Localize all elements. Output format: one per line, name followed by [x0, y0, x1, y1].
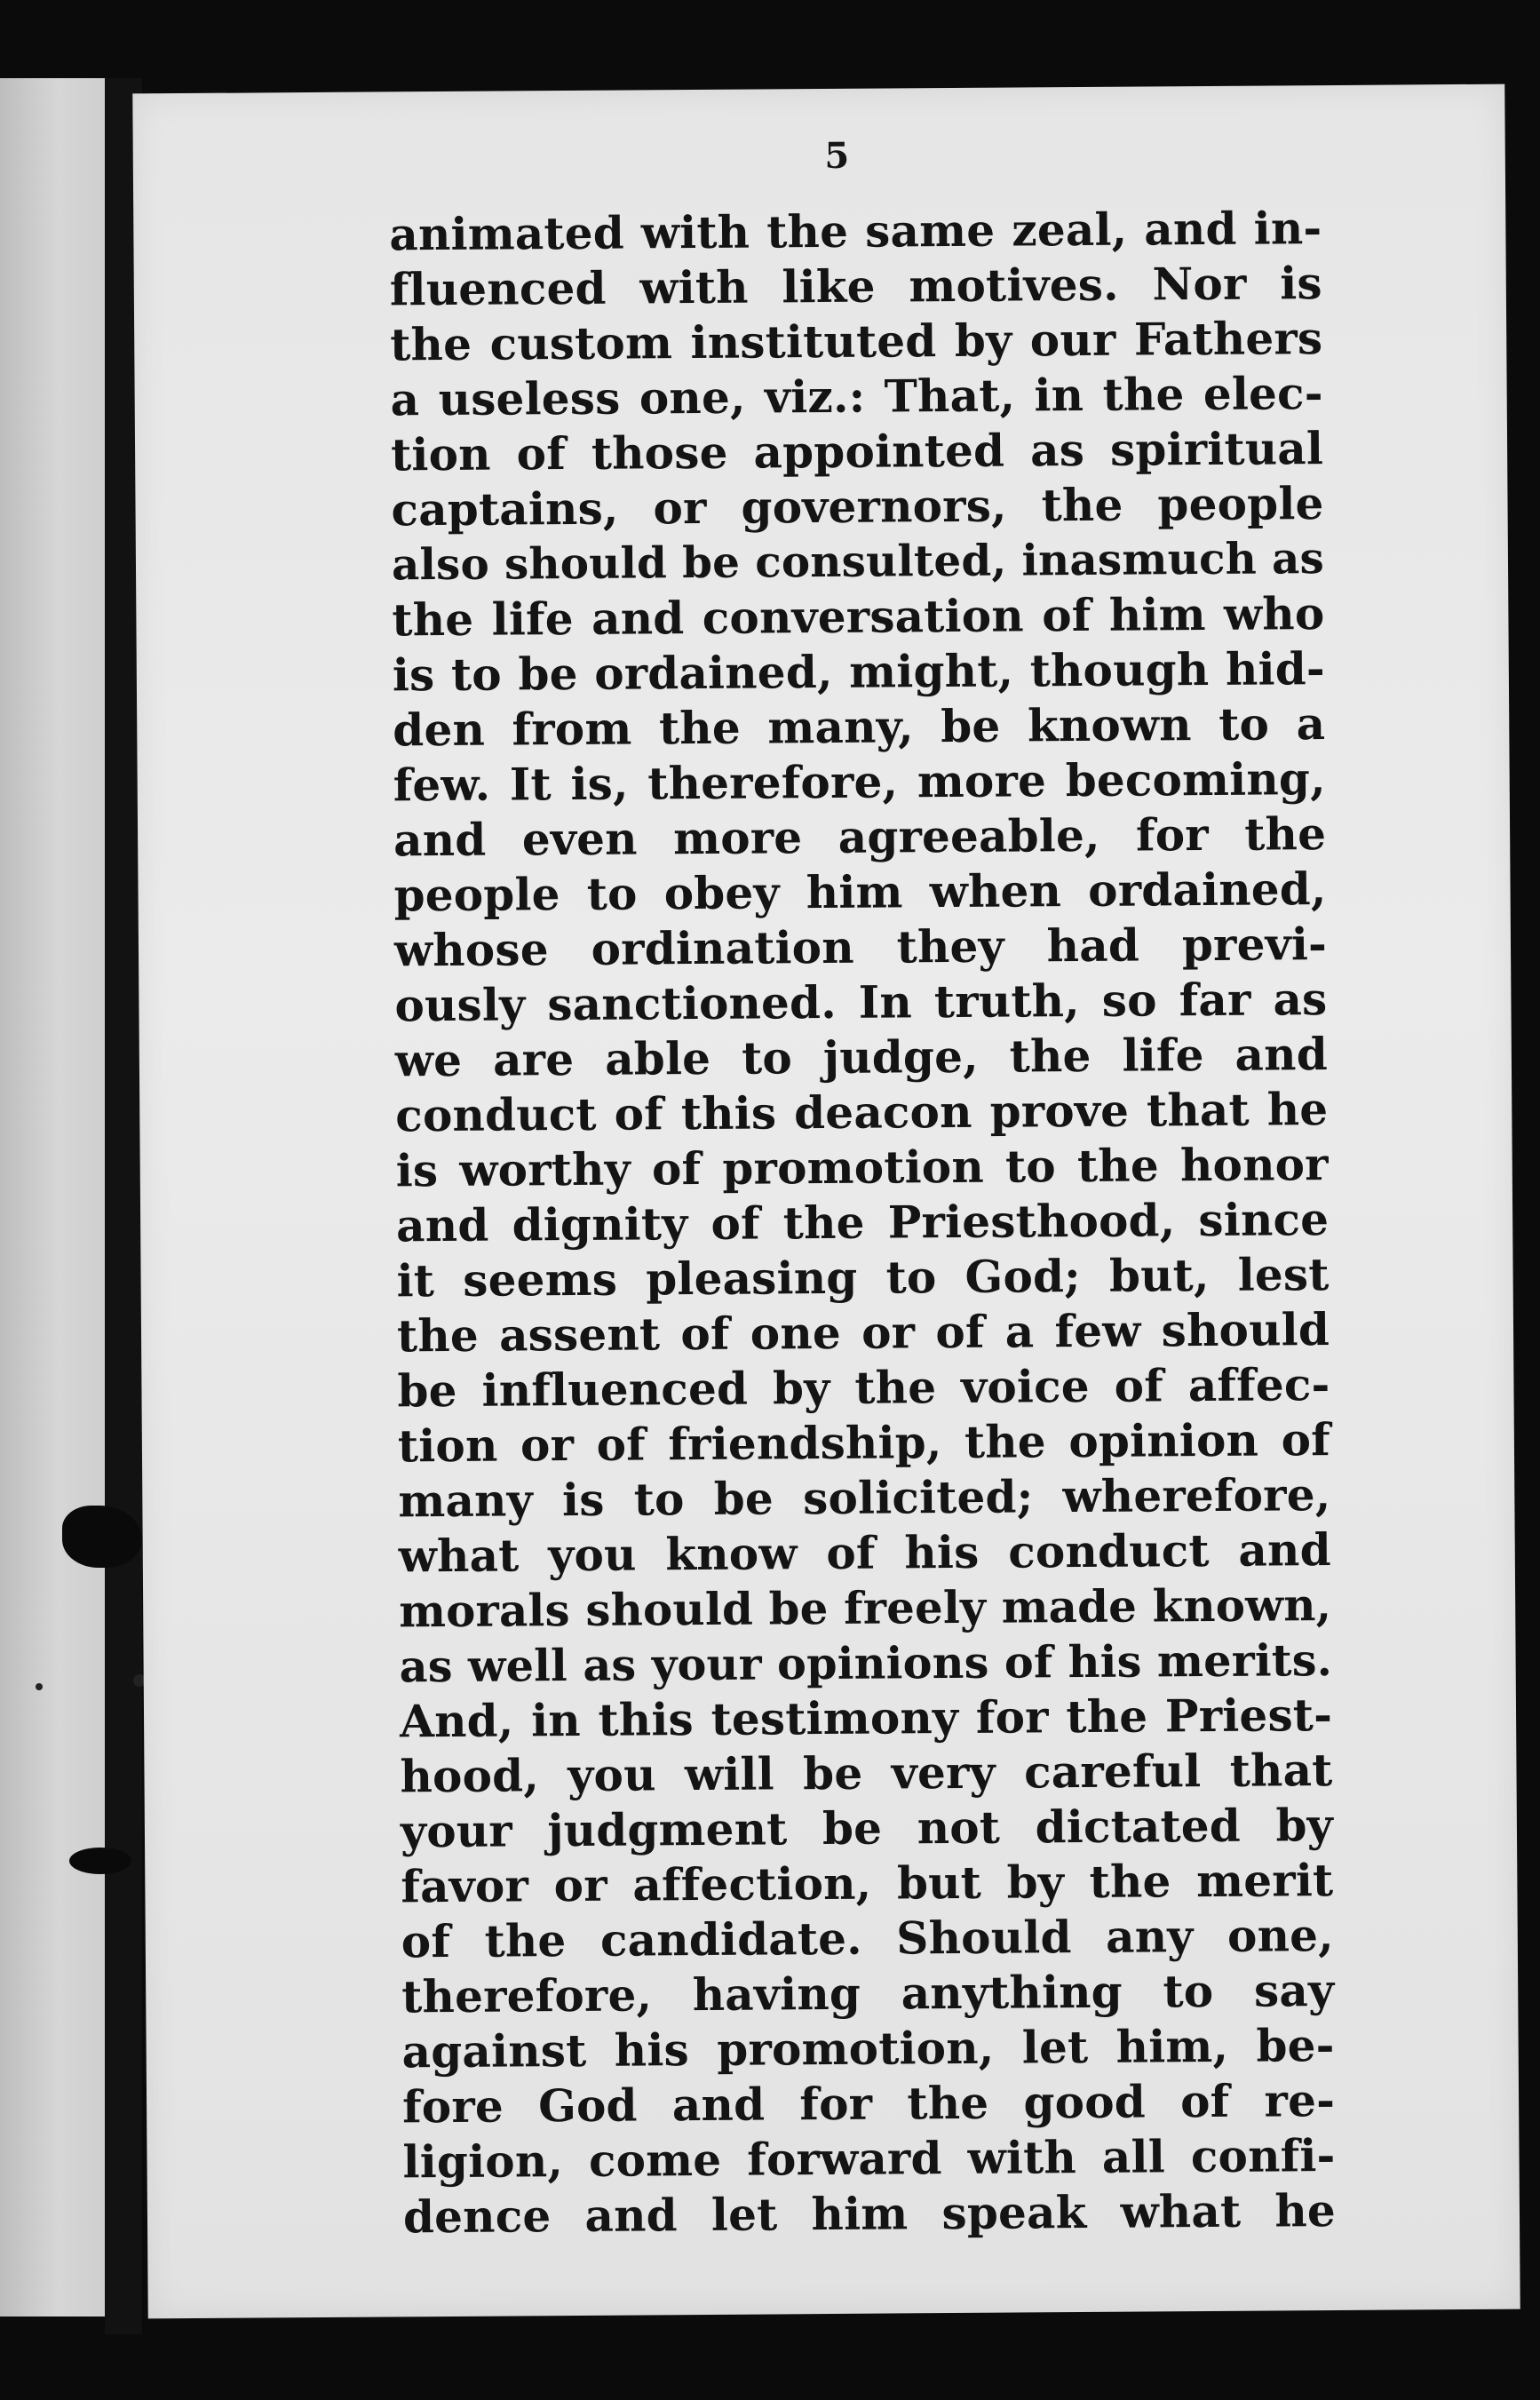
text-line: as well as your opinions of his merits.: [399, 1634, 1333, 1693]
text-line: therefore, having anything to say: [401, 1964, 1335, 2023]
text-line: of the candidate. Should any one,: [401, 1909, 1334, 1968]
text-line: and even more agreeable, for the: [393, 807, 1327, 867]
text-line: favor or affection, but by the merit: [401, 1854, 1334, 1913]
text-line: it seems pleasing to God; but, lest: [396, 1248, 1330, 1307]
text-line: against his promotion, let him, be-: [401, 2019, 1335, 2078]
text-line: whose ordination they had previ-: [393, 918, 1328, 977]
text-line: tion or of friendship, the opinion of: [397, 1413, 1331, 1473]
text-line: be influenced by the voice of affec-: [397, 1358, 1330, 1418]
text-line: is worthy of promotion to the honor: [395, 1138, 1329, 1197]
text-line: few. It is, therefore, more becoming,: [393, 752, 1326, 812]
text-line: hood, you will be very careful that: [400, 1744, 1333, 1803]
text-line: many is to be solicited; wherefore,: [398, 1468, 1331, 1528]
binding-mark: [69, 1848, 131, 1874]
text-line: is to be ordained, might, though hid-: [392, 642, 1326, 702]
facing-page-edge: [0, 78, 105, 2317]
text-line: and dignity of the Priesthood, since: [395, 1193, 1330, 1252]
text-line: ligion, come forward with all confi-: [402, 2129, 1336, 2189]
text-line: fluenced with like motives. Nor is: [389, 257, 1323, 316]
text-line: also should be consulted, inasmuch as: [391, 534, 1325, 591]
book-page: [132, 84, 1520, 2319]
text-line: people to obey him when ordained,: [393, 862, 1327, 922]
text-line: the custom instituted by our Fathers: [390, 312, 1323, 371]
text-line: captains, or governors, the people: [391, 477, 1324, 536]
text-line: den from the many, be known to a: [393, 697, 1326, 757]
text-line: dence and let him speak what he: [402, 2184, 1337, 2244]
text-line: the assent of one or of a few should: [396, 1303, 1330, 1363]
text-line: your judgment be not dictated by: [400, 1799, 1334, 1858]
text-line: morals should be freely made known,: [399, 1578, 1332, 1638]
text-line: conduct of this deacon prove that he: [395, 1083, 1329, 1142]
text-line: a useless one, viz.: That, in the elec-: [390, 367, 1323, 426]
text-line: tion of those appointed as spiritual: [390, 422, 1324, 481]
text-line: And, in this testimony for the Priest-: [399, 1689, 1333, 1748]
text-line: the life and conversation of him who: [392, 587, 1325, 647]
text-line: what you know of his conduct and: [398, 1523, 1331, 1583]
text-line: fore God and for the good of re-: [401, 2074, 1336, 2134]
text-line: animated with the same zeal, and in-: [389, 202, 1322, 261]
text-line: we are able to judge, the life and: [394, 1028, 1329, 1087]
dust-speck: [36, 1683, 43, 1690]
body-text: [389, 201, 1336, 2245]
text-line: ously sanctioned. In truth, so far as: [394, 973, 1328, 1032]
page-number: 5: [824, 134, 850, 177]
